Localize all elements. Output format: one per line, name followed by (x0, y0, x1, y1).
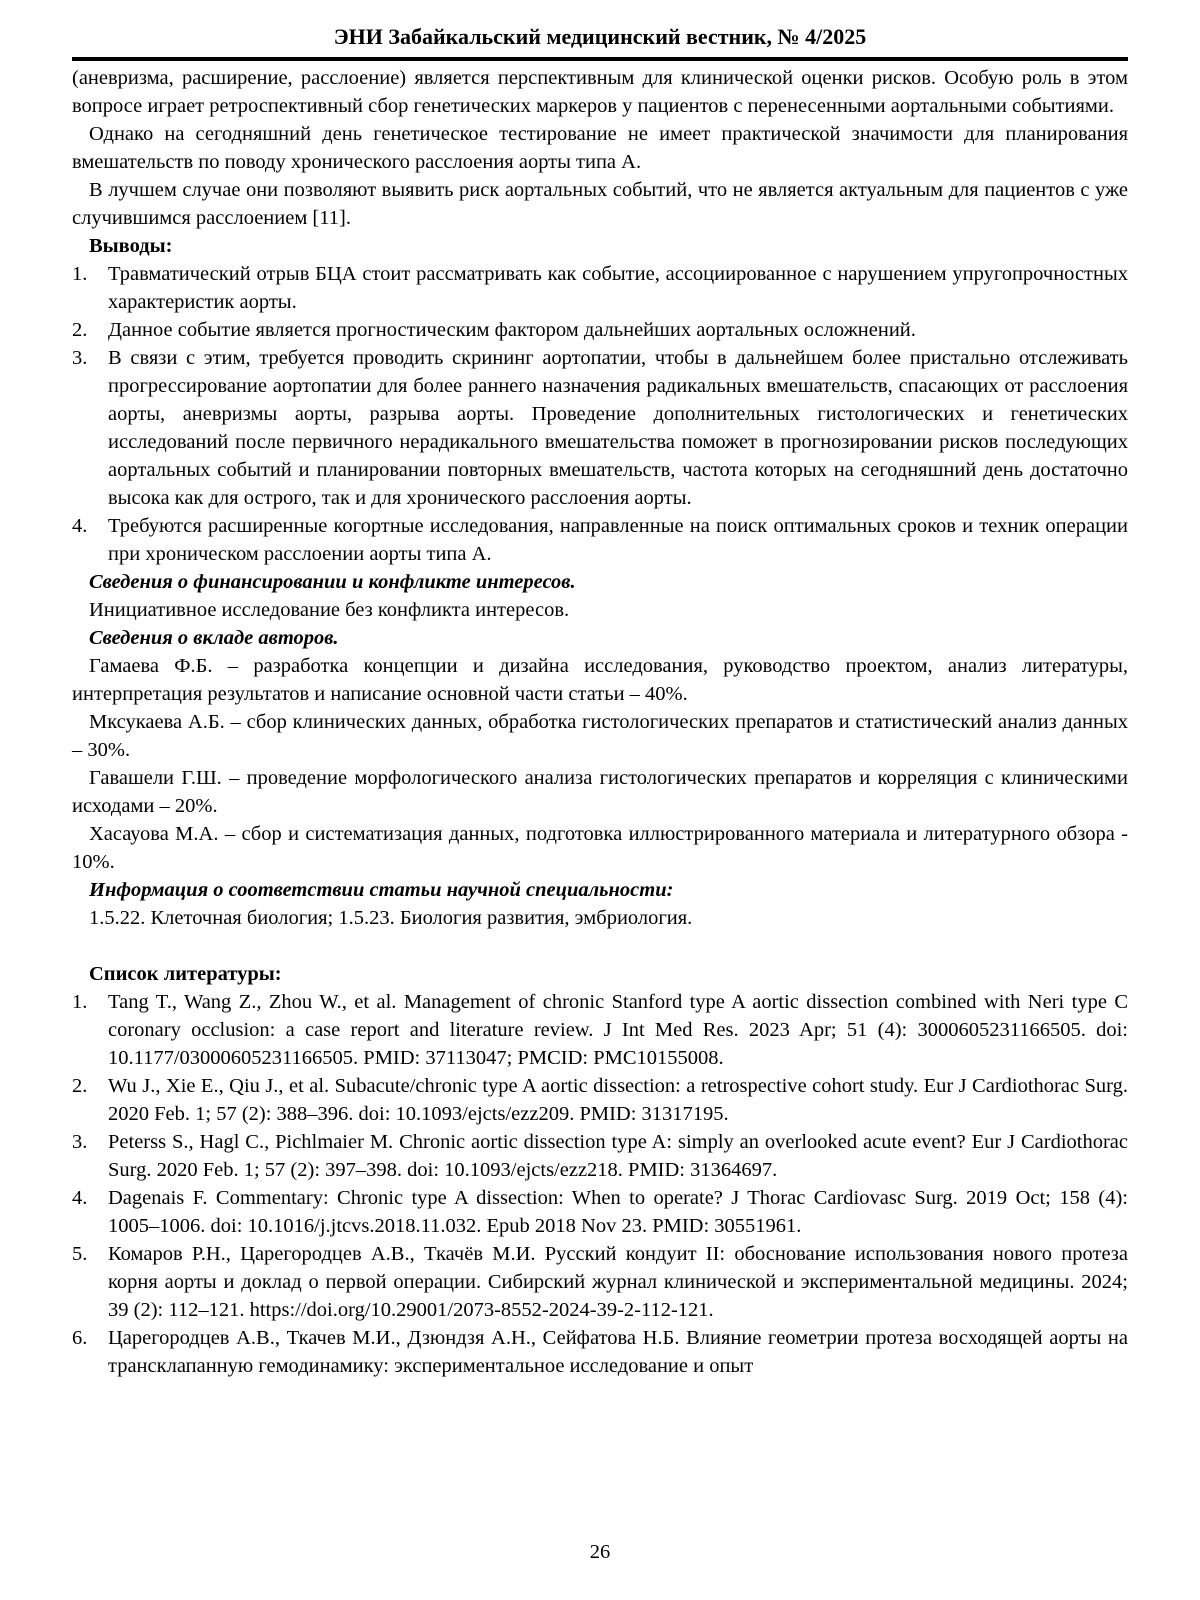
reference-item: 1. Tang T., Wang Z., Zhou W., et al. Management of chronic Stanford type A aortic dissection combined with Neri type C coronary occlusion: a case report and literature review. J Int Med Res. 2023 Apr; 51 (4): 3000605231166505. doi: 10.1177/03000605231166505. PMID: 37113047; PMCID: PMC10155008. (72, 991, 1128, 1069)
funding-heading: Сведения о финансировании и конфликте интересов. (89, 571, 576, 593)
references-list (72, 988, 1128, 1380)
intro-paragraph: В лучшем случае они позволяют выявить риск аортальных событий, что не является актуальным для пациентов с уже случившимся расслоением [11]. (72, 179, 1128, 229)
contribution-paragraph: Гавашели Г.Ш. – проведение морфологического анализа гистологических препаратов и корреляция с клиническими исходами – 20%. (72, 767, 1128, 817)
reference-item: 5. Комаров Р.Н., Царегородцев А.В., Ткачёв М.И. Русский кондуит II: обоснование использования нового протеза корня аорты и доклад о первой операции. Сибирский журнал клинической и экспериментальной медицины. 2024; 39 (2): 112–121. https://doi.org/10.29001/2073-8552-2024-39-2-112-121. (72, 1243, 1128, 1321)
specialty-text: 1.5.22. Клеточная биология; 1.5.23. Биология развития, эмбриология. (89, 907, 693, 929)
references-heading: Список литературы: (89, 963, 282, 985)
contribution-paragraph: Мксукаева А.Б. – сбор клинических данных, обработка гистологических препаратов и статистический анализ данных – 30%. (72, 711, 1128, 761)
journal-header: ЭНИ Забайкальский медицинский вестник, № 4/2025 (333, 24, 867, 49)
page-number: 26 (589, 1541, 611, 1563)
reference-item: 4. Dagenais F. Commentary: Chronic type A dissection: When to operate? J Thorac Cardiovasc Surg. 2019 Oct; 158 (4): 1005–1006. doi: 10.1016/j.jtcvs.2018.11.032. Epub 2018 Nov 23. PMID: 30551961. (72, 1187, 1128, 1237)
specialty-heading: Информация о соответствии статьи научной специальности: (89, 879, 674, 901)
list-item: 2. Данное событие является прогностическим фактором дальнейших аортальных осложнений. (72, 319, 916, 341)
contributions-heading: Сведения о вкладе авторов. (89, 627, 339, 649)
reference-item: 2. Wu J., Xie E., Qiu J., et al. Subacute/chronic type A aortic dissection: a retrospective cohort study. Eur J Cardiothorac Surg. 2020 Feb. 1; 57 (2): 388–396. doi: 10.1093/ejcts/ezz209. PMID: 31317195. (72, 1075, 1128, 1125)
article-body (72, 64, 1128, 1380)
contribution-paragraph: Хасауова М.А. – сбор и систематизация данных, подготовка иллюстрированного материала и литературного обзора - 10%. (72, 823, 1128, 873)
header-rule (72, 57, 1128, 61)
funding-text: Инициативное исследование без конфликта интересов. (89, 599, 570, 621)
intro-paragraph: Однако на сегодняшний день генетическое тестирование не имеет практической значимости для планирования вмешательств по поводу хронического расслоения аорты типа А. (72, 123, 1128, 173)
conclusions-heading: Выводы: (89, 235, 173, 257)
section-spacer (72, 932, 1128, 960)
contribution-paragraph: Гамаева Ф.Б. – разработка концепции и дизайна исследования, руководство проектом, анализ литературы, интерпретация результатов и написание основной части статьи – 40%. (72, 655, 1128, 705)
reference-item: 3. Peterss S., Hagl C., Pichlmaier M. Chronic aortic dissection type A: simply an overlooked acute event? Eur J Cardiothorac Surg. 2020 Feb. 1; 57 (2): 397–398. doi: 10.1093/ejcts/ezz218. PMID: 31364697. (72, 1131, 1128, 1181)
conclusions-list (72, 260, 1128, 568)
list-item: 1. Травматический отрыв БЦА стоит рассматривать как событие, ассоциированное с нарушением упругопрочностных характеристик аорты. (72, 263, 1128, 313)
reference-item: 6. Царегородцев А.В., Ткачев М.И., Дзюндзя А.Н., Сейфатова Н.Б. Влияние геометрии протеза восходящей аорты на трансклапанную гемодинамику: экспериментальное исследование и опыт (72, 1327, 1128, 1377)
list-item: 3. В связи с этим, требуется проводить скрининг аортопатии, чтобы в дальнейшем более пристально отслеживать прогрессирование аортопатии для более раннего назначения радикальных вмешательств, спасающих от расслоения аорты, аневризмы аорты, разрыва аорты. Проведение дополнительных гистологических и генетических исследований после первичного нерадикального вмешательства поможет в прогнозировании рисков последующих аортальных событий и планировании повторных вмешательств, частота которых на сегодняшний день достаточно высока как для острого, так и для хронического расслоения аорты. (72, 347, 1128, 509)
intro-paragraph: (аневризма, расширение, расслоение) является перспективным для клинической оценки рисков. Особую роль в этом вопросе играет ретроспективный сбор генетических маркеров у пациентов с перенесенными аортальными событиями. (72, 67, 1128, 117)
list-item: 4. Требуются расширенные когортные исследования, направленные на поиск оптимальных сроков и техник операции при хроническом расслоении аорты типа А. (72, 515, 1128, 565)
